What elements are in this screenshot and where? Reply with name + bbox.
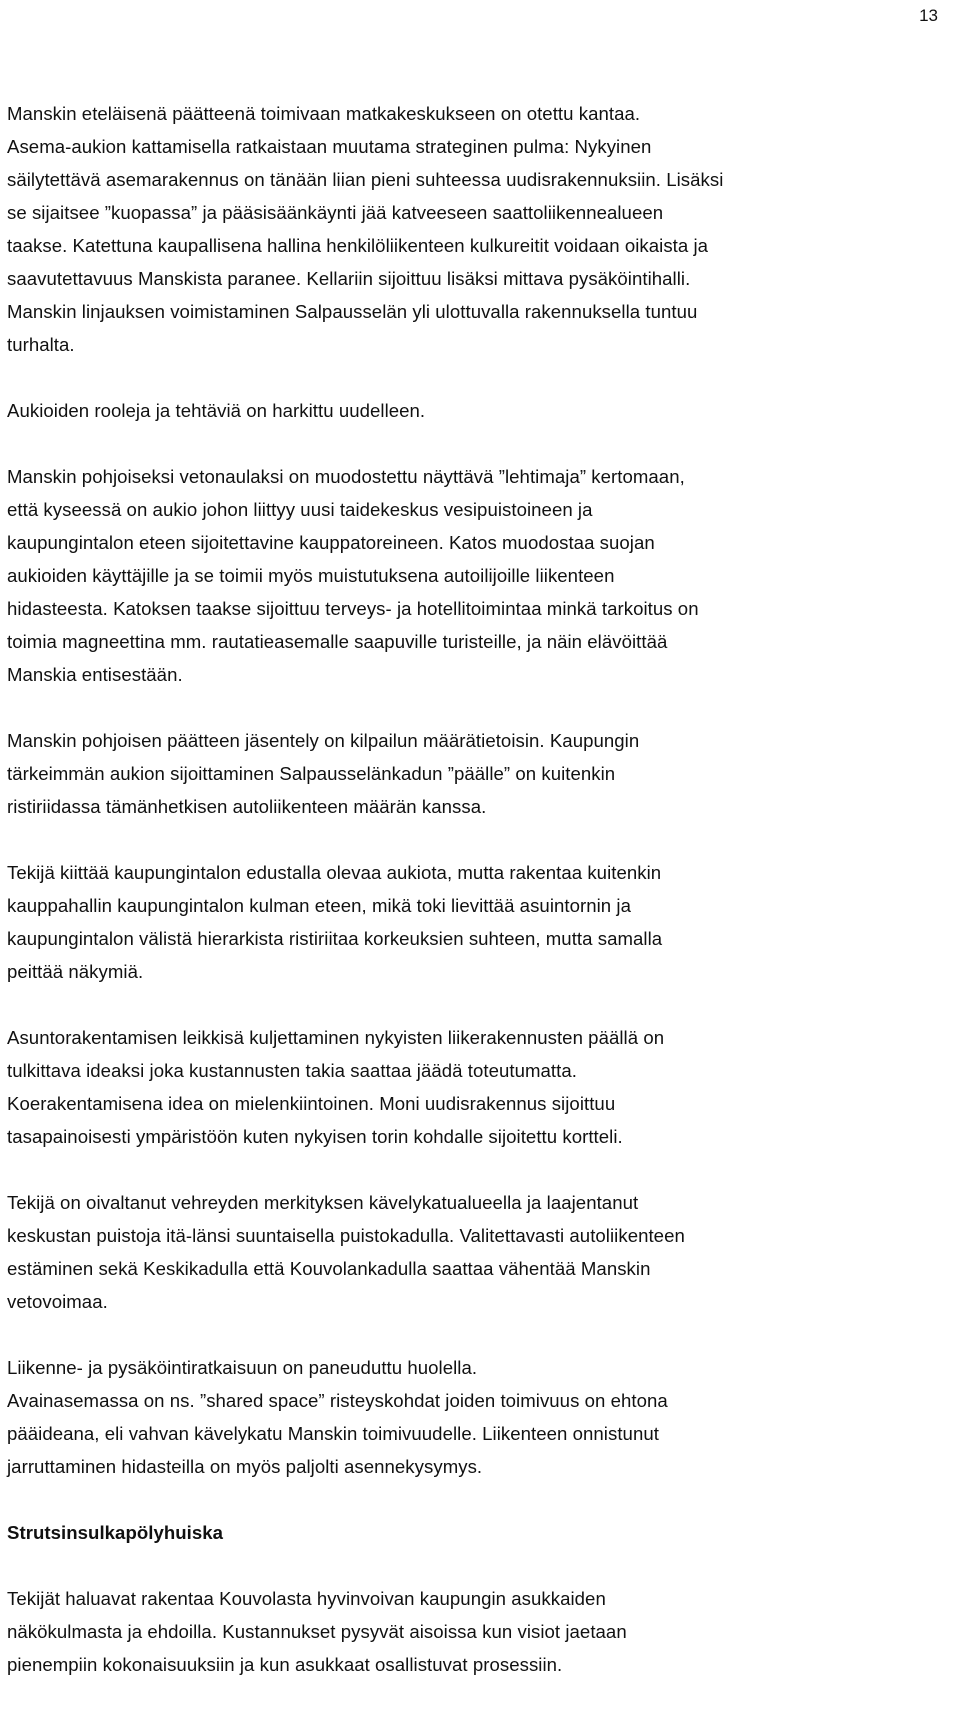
text-line: jarruttaminen hidasteilla on myös paljolti asennekysymys. (7, 1456, 483, 1477)
text-line: Avainasemassa on ns. ”shared space” risteyskohdat joiden toimivuus on ehtona (7, 1390, 668, 1411)
paragraph-matkakeskus (7, 97, 942, 361)
text-line: kauppahallin kaupungintalon kulman eteen, mikä toki lievittää asuintornin ja (7, 895, 631, 916)
text-line: pääideana, eli vahvan kävelykatu Manskin toimivuudelle. Liikenteen onnistunut (7, 1423, 659, 1444)
text-line: näkökulmasta ja ehdoilla. Kustannukset pysyvät aisoissa kun visiot jaetaan (7, 1621, 627, 1642)
text-line: se sijaitsee ”kuopassa” ja pääsisäänkäynti jää katveeseen saattoliikennealueen (7, 202, 664, 223)
paragraph-kauppahalli (7, 856, 942, 988)
paragraph-section-intro (7, 1582, 942, 1681)
text-line: vetovoimaa. (7, 1291, 108, 1312)
document-body (7, 97, 942, 1681)
text-line: että kyseessä on aukio johon liittyy uusi taidekeskus vesipuistoineen ja (7, 499, 593, 520)
paragraph-asuntorakentaminen (7, 1021, 942, 1153)
text-line: turhalta. (7, 334, 75, 355)
text-line: säilytettävä asemarakennus on tänään liian pieni suhteessa uudisrakennuksiin. Lisäksi (7, 169, 724, 190)
text-line: Manskia entisestään. (7, 664, 183, 685)
text-line: Koerakentamisena idea on mielenkiintoinen. Moni uudisrakennus sijoittuu (7, 1093, 616, 1114)
text-line: estäminen sekä Keskikadulla että Kouvolankadulla saattaa vähentää Manskin (7, 1258, 651, 1279)
paragraph-aukiot (7, 394, 942, 427)
text-line: aukioiden käyttäjille ja se toimii myös muistutuksena autoilijoille liikenteen (7, 565, 615, 586)
text-line: kaupungintalon välistä hierarkista ristiriitaa korkeuksien suhteen, mutta samalla (7, 928, 663, 949)
text-line: toimia magneettina mm. rautatieasemalle saapuville turisteille, ja näin elävöittää (7, 631, 668, 652)
text-line: Manskin pohjoisen päätteen jäsentely on kilpailun määrätietoisin. Kaupungin (7, 730, 640, 751)
text-line: Manskin eteläisenä päätteenä toimivaan matkakeskukseen on otettu kantaa. (7, 103, 641, 124)
paragraph-vehreys (7, 1186, 942, 1318)
paragraph-pohjoinen-paate (7, 724, 942, 823)
text-line: peittää näkymiä. (7, 961, 144, 982)
text-line: Tekijät haluavat rakentaa Kouvolasta hyvinvoivan kaupungin asukkaiden (7, 1588, 606, 1609)
text-line: Asuntorakentamisen leikkisä kuljettaminen nykyisten liikerakennusten päällä on (7, 1027, 665, 1048)
paragraph-lehtimaja (7, 460, 942, 691)
page-number: 13 (919, 6, 938, 25)
text-line: pienempiin kokonaisuuksiin ja kun asukkaat osallistuvat prosessiin. (7, 1654, 563, 1675)
text-line: ristiriidassa tämänhetkisen autoliikenteen määrän kanssa. (7, 796, 487, 817)
text-line: taakse. Katettuna kaupallisena hallina henkilöliikenteen kulkureitit voidaan oikaista ja (7, 235, 709, 256)
text-line: Aukioiden rooleja ja tehtäviä on harkittu uudelleen. (7, 400, 426, 421)
text-line: tulkittava ideaksi joka kustannusten takia saattaa jäädä toteutumatta. (7, 1060, 577, 1081)
text-line: Tekijä on oivaltanut vehreyden merkityksen kävelykatualueella ja laajentanut (7, 1192, 639, 1213)
text-line: Tekijä kiittää kaupungintalon edustalla olevaa aukiota, mutta rakentaa kuitenkin (7, 862, 662, 883)
text-line: tasapainoisesti ympäristöön kuten nykyisen torin kohdalle sijoitettu kortteli. (7, 1126, 623, 1147)
text-line: tärkeimmän aukion sijoittaminen Salpausselänkadun ”päälle” on kuitenkin (7, 763, 616, 784)
text-line: Liikenne- ja pysäköintiratkaisuun on paneuduttu huolella. (7, 1357, 478, 1378)
paragraph-liikenne (7, 1351, 942, 1483)
text-line: Manskin linjauksen voimistaminen Salpausselän yli ulottuvalla rakennuksella tuntuu (7, 301, 698, 322)
text-line: Asema-aukion kattamisella ratkaistaan muutama strateginen pulma: Nykyinen (7, 136, 652, 157)
text-line: keskustan puistoja itä-länsi suuntaisella puistokadulla. Valitettavasti autoliikenteen (7, 1225, 685, 1246)
text-line: hidasteesta. Katoksen taakse sijoittuu terveys- ja hotellitoimintaa minkä tarkoitus on (7, 598, 699, 619)
text-line: Manskin pohjoiseksi vetonaulaksi on muodostettu näyttävä ”lehtimaja” kertomaan, (7, 466, 685, 487)
section-heading: Strutsinsulkapölyhuiska (7, 1522, 224, 1543)
text-line: kaupungintalon eteen sijoitettavine kauppatoreineen. Katos muodostaa suojan (7, 532, 655, 553)
text-line: saavutettavuus Manskista paranee. Kellariin sijoittuu lisäksi mittava pysäköintihalli. (7, 268, 691, 289)
